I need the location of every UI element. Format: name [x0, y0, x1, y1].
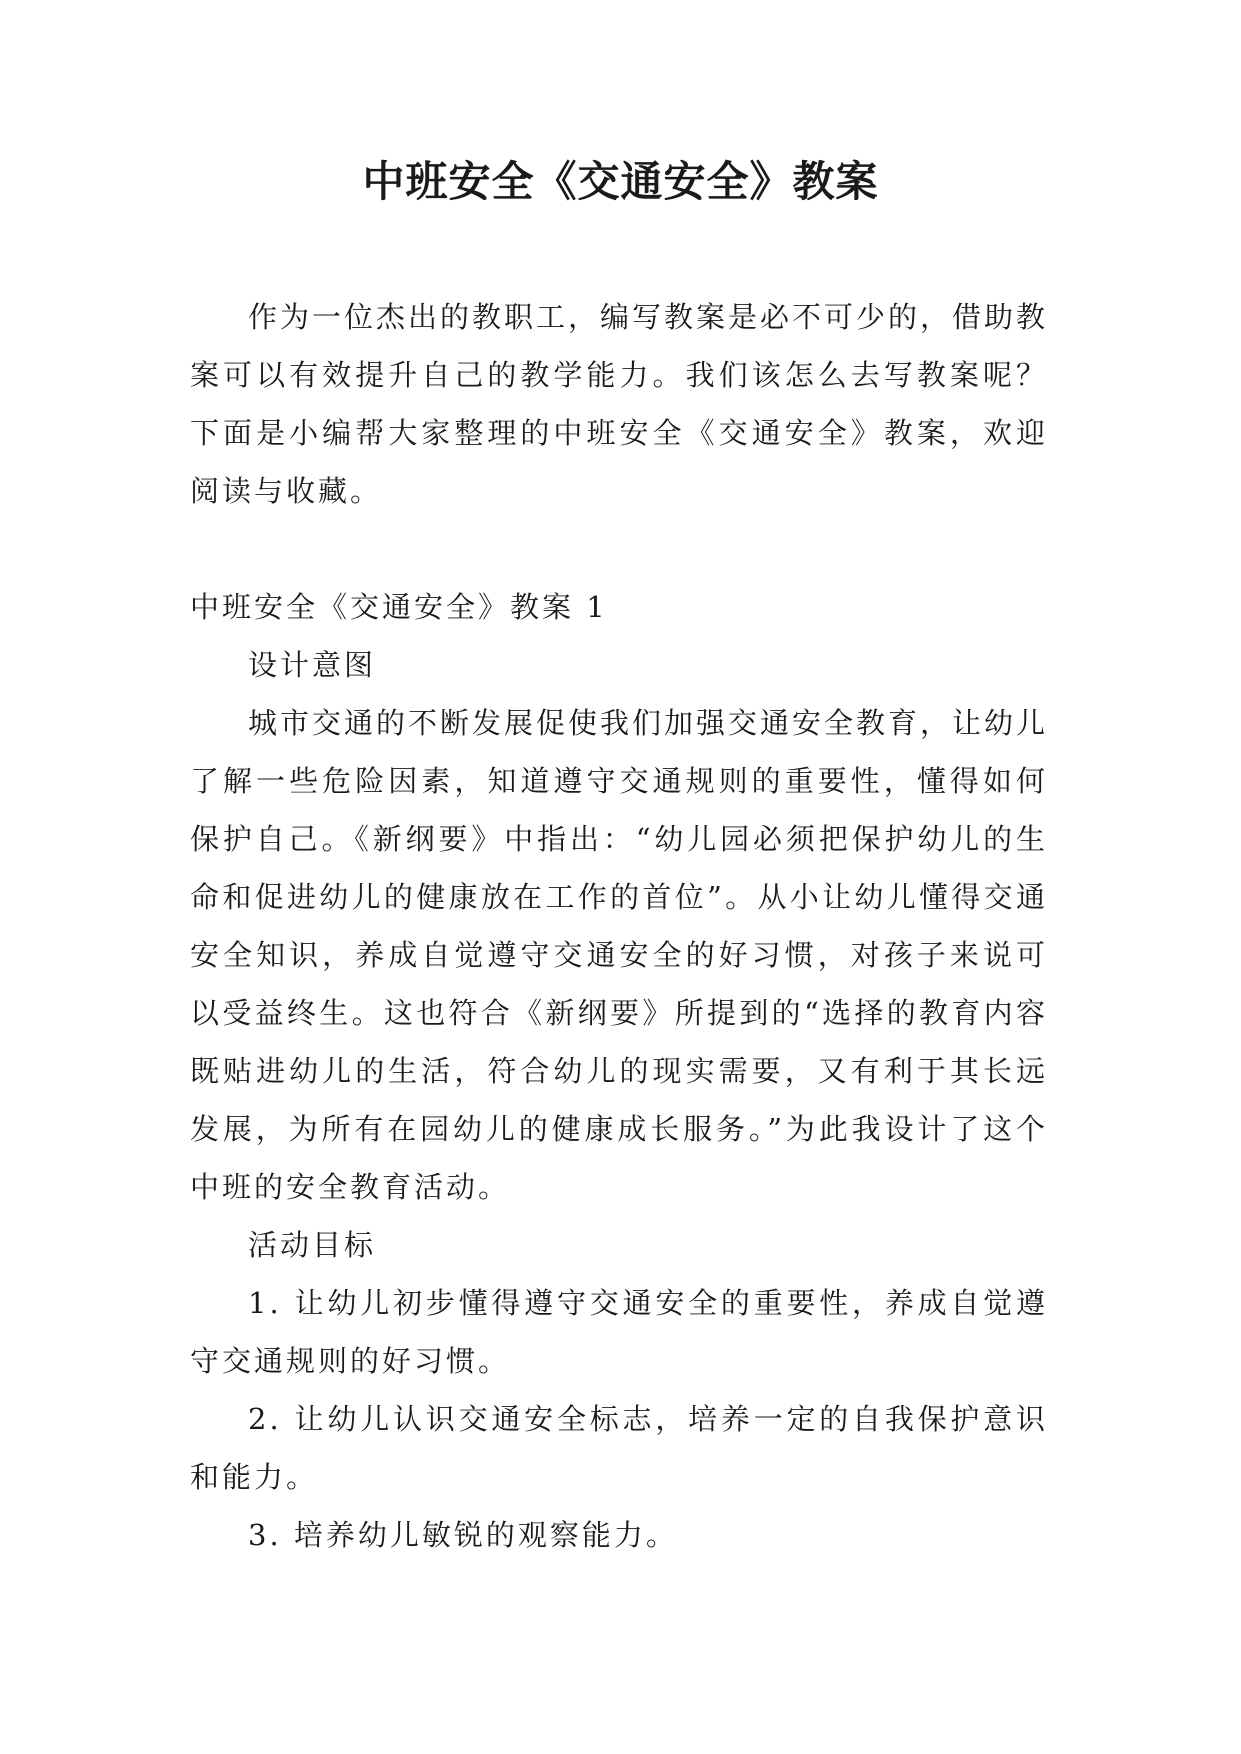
- goal-item-2: 2. 让幼儿认识交通安全标志，培养一定的自我保护意识和能力。: [190, 1402, 1048, 1494]
- goal-item-3: 3. 培养幼儿敏锐的观察能力。: [248, 1518, 678, 1552]
- design-paragraph: 城市交通的不断发展促使我们加强交通安全教育，让幼儿了解一些危险因素，知道遵守交通规则的重要性，懂得如何保护自己。《新纲要》中指出：“幼儿园必须把保护幼儿的生命和促进幼儿的健康放在工作的首位”。从小让幼儿懂得交通安全知识，养成自觉遵守交通安全的好习惯，对孩子来说可以受益终生。这也符合《新纲要》所提到的“选择的教育内容既贴进幼儿的生活，符合幼儿的现实需要，又有利于其长远发展，为所有在园幼儿的健康成长服务。”为此我设计了这个中班的安全教育活动。: [190, 706, 1049, 1204]
- goals-heading: 活动目标: [248, 1228, 377, 1262]
- section-heading: 中班安全《交通安全》教案 1: [190, 590, 608, 624]
- intro-paragraph: 作为一位杰出的教职工，编写教案是必不可少的，借助教案可以有效提升自己的教学能力。我们该怎么去写教案呢？下面是小编帮大家整理的中班安全《交通安全》教案，欢迎阅读与收藏。: [190, 300, 1049, 508]
- design-heading: 设计意图: [248, 648, 377, 682]
- document-body: [190, 288, 1048, 1564]
- goal-item-1: 1. 让幼儿初步懂得遵守交通安全的重要性，养成自觉遵守交通规则的好习惯。: [190, 1286, 1048, 1378]
- paragraph-gap: [190, 520, 1048, 578]
- document-title: 中班安全《交通安全》教案: [362, 157, 879, 206]
